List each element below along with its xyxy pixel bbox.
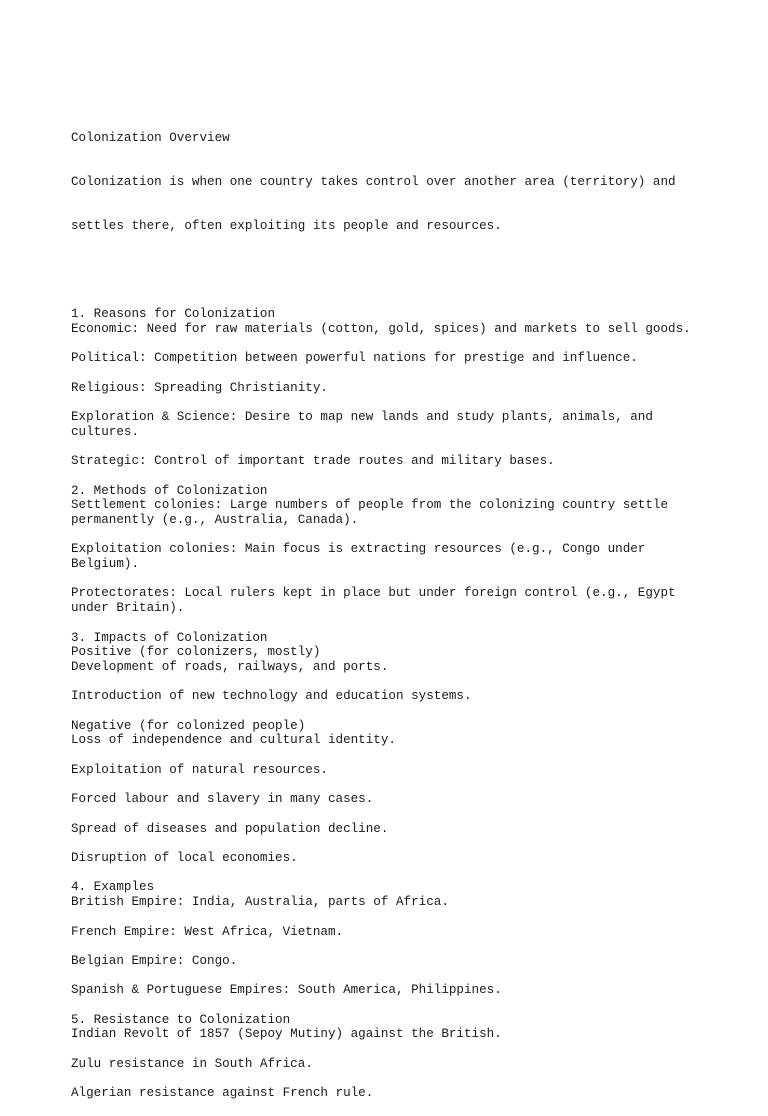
paragraph xyxy=(71,1013,711,1042)
document-header xyxy=(71,101,711,263)
paragraph-line: Spread of diseases and population decline. xyxy=(71,821,389,836)
paragraph-line: Exploitation colonies: Main focus is extracting resources (e.g., Congo under xyxy=(71,542,646,557)
document-section xyxy=(71,484,711,616)
paragraph xyxy=(71,792,711,807)
paragraph-line: Settlement colonies: Large numbers of people from the colonizing country settle xyxy=(71,498,669,513)
paragraph-line: Introduction of new technology and education systems. xyxy=(71,689,472,704)
paragraph xyxy=(71,454,711,469)
paragraph-line: Positive (for colonizers, mostly) xyxy=(71,645,321,660)
paragraph-line: Religious: Spreading Christianity. xyxy=(71,380,328,395)
paragraph xyxy=(71,763,711,778)
paragraph xyxy=(71,631,711,675)
paragraph xyxy=(71,410,711,439)
paragraph-line: Development of roads, railways, and ports. xyxy=(71,659,389,674)
paragraph-line: under Britain). xyxy=(71,601,185,616)
document-sections xyxy=(71,307,711,1101)
document-page xyxy=(71,72,711,1116)
paragraph-line: Belgian Empire: Congo. xyxy=(71,953,238,968)
paragraph xyxy=(71,1086,711,1101)
paragraph xyxy=(71,822,711,837)
paragraph-line: Disruption of local economies. xyxy=(71,851,298,866)
paragraph-line: Negative (for colonized people) xyxy=(71,718,306,733)
paragraph xyxy=(71,954,711,969)
paragraph xyxy=(71,983,711,998)
paragraph-line: Exploration & Science: Desire to map new lands and study plants, animals, and xyxy=(71,410,653,425)
paragraph-line: Political: Competition between powerful nations for prestige and influence. xyxy=(71,351,638,366)
paragraph-line: Economic: Need for raw materials (cotton, gold, spices) and markets to sell goods. xyxy=(71,321,691,336)
paragraph-line: Loss of independence and cultural identity. xyxy=(71,733,396,748)
paragraph xyxy=(71,586,711,615)
paragraph-line: permanently (e.g., Australia, Canada). xyxy=(71,513,359,527)
paragraph-line: Indian Revolt of 1857 (Sepoy Mutiny) against the British. xyxy=(71,1027,502,1042)
paragraph-line: Protectorates: Local rulers kept in place but under foreign control (e.g., Egypt xyxy=(71,586,676,601)
section-heading: 5. Resistance to Colonization xyxy=(71,1012,291,1027)
section-heading: 2. Methods of Colonization xyxy=(71,483,268,498)
paragraph-line: Strategic: Control of important trade routes and military bases. xyxy=(71,454,555,469)
paragraph-line: Exploitation of natural resources. xyxy=(71,762,328,777)
paragraph xyxy=(71,351,711,366)
document-section xyxy=(71,880,711,998)
document-title: Colonization Overview xyxy=(71,130,230,145)
paragraph-line: French Empire: West Africa, Vietnam. xyxy=(71,924,344,939)
paragraph xyxy=(71,925,711,940)
section-heading: 1. Reasons for Colonization xyxy=(71,307,276,322)
paragraph-line: Algerian resistance against French rule. xyxy=(71,1086,374,1101)
paragraph xyxy=(71,484,711,528)
section-heading: 3. Impacts of Colonization xyxy=(71,630,268,645)
document-section xyxy=(71,1013,711,1101)
intro-line: settles there, often exploiting its people and resources. xyxy=(71,219,502,234)
paragraph-line: Forced labour and slavery in many cases. xyxy=(71,792,374,807)
paragraph xyxy=(71,719,711,748)
paragraph xyxy=(71,307,711,336)
paragraph-line: British Empire: India, Australia, parts of Africa. xyxy=(71,895,449,910)
intro-line: Colonization is when one country takes control over another area (territory) and xyxy=(71,174,676,189)
paragraph xyxy=(71,689,711,704)
paragraph xyxy=(71,851,711,866)
paragraph-line: cultures. xyxy=(71,424,140,439)
document-section xyxy=(71,307,711,469)
paragraph xyxy=(71,880,711,909)
paragraph xyxy=(71,1057,711,1072)
section-heading: 4. Examples xyxy=(71,880,155,895)
paragraph xyxy=(71,542,711,571)
paragraph-line: Belgium). xyxy=(71,557,140,572)
paragraph-line: Zulu resistance in South Africa. xyxy=(71,1056,313,1071)
document-section xyxy=(71,631,711,866)
paragraph xyxy=(71,381,711,396)
paragraph-line: Spanish & Portuguese Empires: South America, Philippines. xyxy=(71,983,502,998)
